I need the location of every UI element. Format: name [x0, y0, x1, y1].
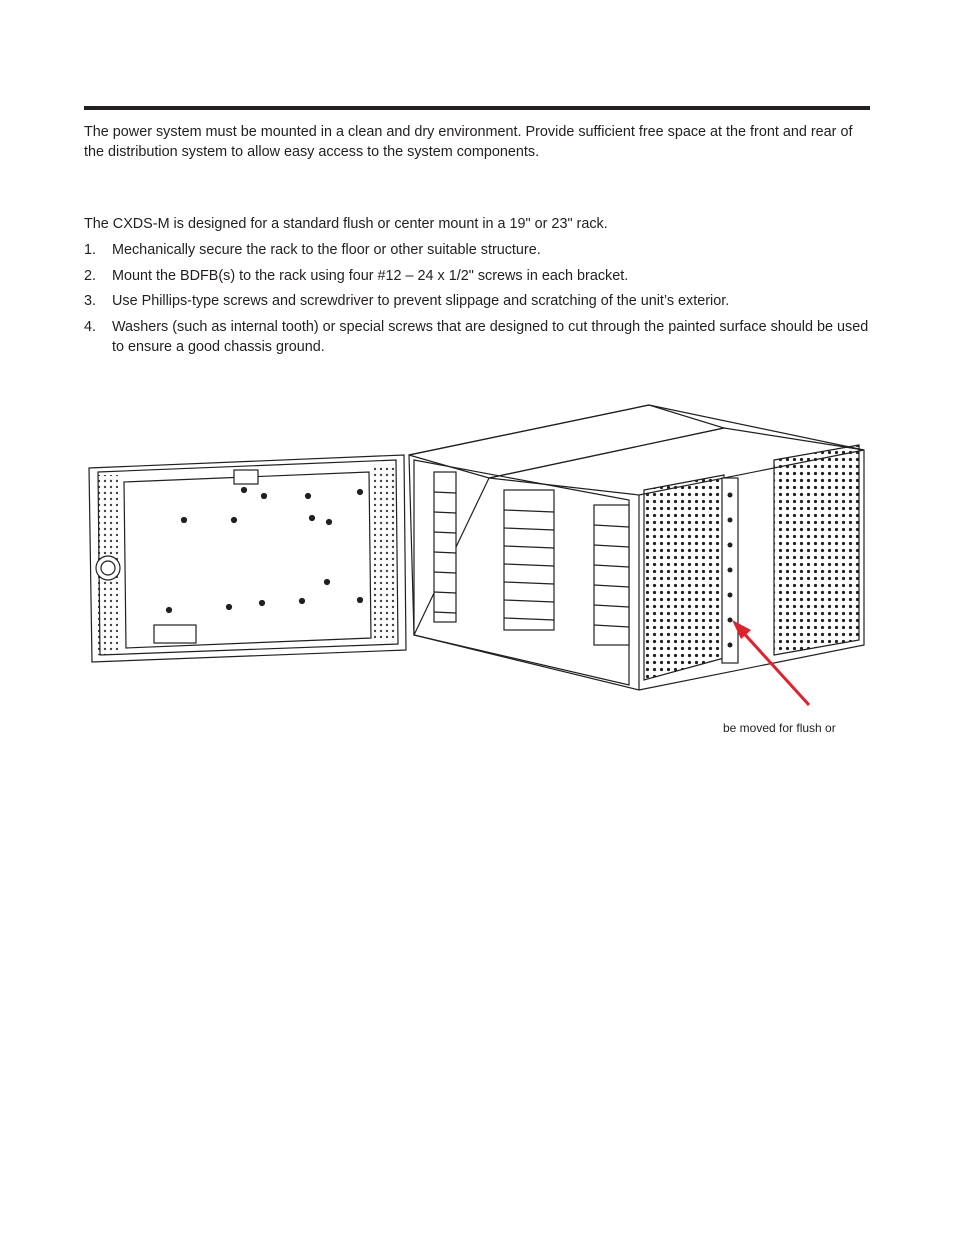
mounting-intro-paragraph: The CXDS-M is designed for a standard flush or center mount in a 19" or 23" rack.: [84, 216, 608, 232]
step-item: 4. Washers (such as internal tooth) or special screws that are designed to cut through the painted surface should be used to ensure a good chassis ground.: [84, 318, 869, 355]
figure-caption: be moved for flush or: [723, 721, 836, 735]
mounting-steps-list: [84, 240, 870, 362]
step-item: 3. Use Phillips-type screws and screwdriver to prevent slippage and scratching of the unit’s exterior.: [84, 293, 730, 309]
section-rule: [84, 106, 870, 110]
bdfb-line-drawing: [84, 400, 874, 740]
step-item: 1. Mechanically secure the rack to the floor or other suitable structure.: [84, 242, 541, 258]
chassis-enclosure: [409, 405, 864, 690]
open-door-panel: [89, 455, 406, 662]
step-item: 2. Mount the BDFB(s) to the rack using four #12 – 24 x 1/2" screws in each bracket.: [84, 267, 629, 284]
environment-paragraph: The power system must be mounted in a clean and dry environment. Provide sufficient free space at the front and rear of the distribution system to allow easy access to the system components.: [84, 124, 853, 160]
